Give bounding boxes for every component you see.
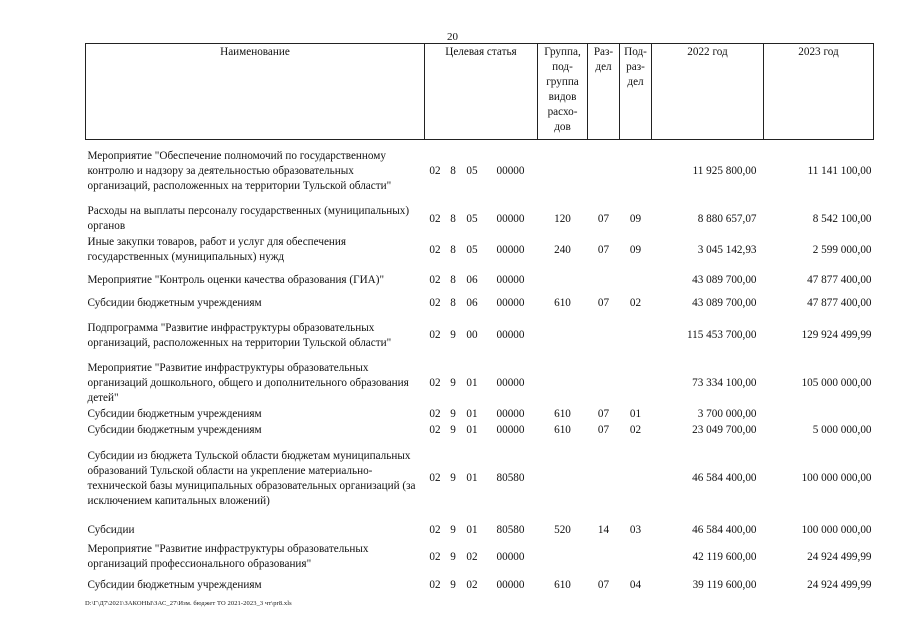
code-program: 02 (429, 296, 441, 309)
amount-2023: 105 000 000,00 (801, 376, 872, 389)
amount-2022: 46 584 400,00 (692, 523, 757, 536)
subsection-code: 04 (629, 579, 642, 591)
code-subprogram: 9 (450, 550, 456, 563)
code-subprogram: 8 (450, 296, 456, 309)
group-code (538, 266, 588, 295)
amount-2023: 100 000 000,00 (801, 523, 872, 536)
row-name: Субсидии бюджетным учреждениям (87, 424, 262, 436)
amount-2023: 47 877 400,00 (807, 296, 872, 309)
group-code: 610 (554, 579, 571, 591)
amount-2022: 46 584 400,00 (692, 472, 757, 484)
group-code: 610 (554, 408, 571, 420)
row-name: Мероприятие "Обеспечение полномочий по государственному контролю и надзору за деятельностью образовательных организаций, расположенных на территории Тульской области" (87, 150, 392, 193)
table-row (86, 140, 874, 204)
amount-2023: 100 000 000,00 (801, 472, 872, 484)
code-event: 02 (466, 579, 478, 591)
group-code: 610 (554, 296, 571, 309)
amount-2023: 8 542 100,00 (812, 212, 872, 225)
code-event: 06 (466, 273, 478, 286)
subsection-code (620, 360, 652, 407)
table-row (86, 423, 874, 439)
header-target: Целевая статья (425, 44, 538, 140)
row-name: Субсидии бюджетным учреждениям (87, 579, 262, 591)
code-subprogram: 9 (450, 329, 456, 341)
subsection-code (620, 140, 652, 204)
table-row (86, 266, 874, 295)
code-program: 02 (429, 212, 441, 225)
group-code: 120 (554, 212, 571, 225)
row-name: Расходы на выплаты персоналу государственных (муниципальных) органов (87, 205, 410, 232)
header-group: Группа, под- группа видов расхо- дов (538, 44, 588, 140)
row-name: Субсидии бюджетным учреждениям (87, 408, 262, 420)
header-subsection: Под- раз- дел (620, 44, 652, 140)
code-direction: 80580 (496, 523, 525, 536)
amount-2022: 39 119 600,00 (692, 579, 757, 591)
header-2022: 2022 год (652, 44, 764, 140)
table-row (86, 312, 874, 360)
group-code (538, 312, 588, 360)
subsection-code: 02 (629, 296, 642, 309)
section-code (588, 360, 620, 407)
amount-2023: 24 924 499,99 (807, 550, 872, 563)
code-direction: 00000 (496, 329, 525, 341)
amount-2022: 43 089 700,00 (692, 273, 757, 286)
code-event: 05 (466, 243, 478, 256)
amount-2022: 3 700 000,00 (697, 408, 757, 420)
section-code: 07 (597, 243, 610, 256)
amount-2022: 23 049 700,00 (692, 424, 757, 436)
section-code (588, 140, 620, 204)
amount-2023: 11 141 100,00 (807, 165, 872, 178)
amount-2022: 3 045 142,93 (697, 243, 757, 256)
group-code: 520 (554, 523, 571, 536)
code-program: 02 (429, 550, 441, 563)
code-program: 02 (429, 273, 441, 286)
section-code (588, 312, 620, 360)
amount-2022: 42 119 600,00 (692, 550, 757, 563)
code-program: 02 (429, 376, 441, 389)
row-name: Субсидии из бюджета Тульской области бюджетам муниципальных образований Тульской области на укрепление материально-технической базы муниципальных образовательных организаций (за исключением капитальных вложений) (87, 449, 416, 507)
code-direction: 00000 (496, 165, 525, 178)
code-subprogram: 8 (450, 165, 456, 178)
section-code: 07 (597, 579, 610, 591)
code-event: 05 (466, 165, 478, 178)
code-direction: 00000 (496, 550, 525, 563)
section-code: 14 (597, 523, 610, 536)
code-direction: 00000 (496, 212, 525, 225)
code-direction: 80580 (496, 472, 525, 484)
budget-table (85, 43, 874, 599)
amount-2023 (764, 407, 874, 423)
header-section: Раз- дел (588, 44, 620, 140)
code-event: 01 (466, 523, 478, 536)
section-code: 07 (597, 212, 610, 225)
amount-2023: 47 877 400,00 (807, 273, 872, 286)
code-subprogram: 8 (450, 212, 456, 225)
code-program: 02 (429, 243, 441, 256)
code-subprogram: 9 (450, 408, 456, 420)
page-number: 20 (447, 31, 458, 43)
group-code (538, 360, 588, 407)
table-row (86, 542, 874, 573)
code-event: 01 (466, 408, 478, 420)
code-event: 05 (466, 212, 478, 225)
code-program: 02 (429, 329, 441, 341)
amount-2022: 11 925 800,00 (692, 165, 757, 178)
table-row (86, 204, 874, 235)
group-code (538, 542, 588, 573)
code-direction: 00000 (496, 243, 525, 256)
code-subprogram: 8 (450, 243, 456, 256)
code-direction: 00000 (496, 408, 525, 420)
amount-2022: 73 334 100,00 (692, 376, 757, 389)
table-row (86, 439, 874, 519)
code-subprogram: 9 (450, 424, 456, 436)
code-event: 01 (466, 376, 478, 389)
subsection-code: 02 (629, 424, 642, 436)
row-name: Подпрограмма "Развитие инфраструктуры образовательных организаций, расположенных на территории Тульской области" (87, 321, 392, 349)
code-program: 02 (429, 408, 441, 420)
code-direction: 00000 (496, 273, 525, 286)
section-code: 07 (597, 408, 610, 420)
header-name: Наименование (86, 44, 425, 140)
code-direction: 00000 (496, 579, 525, 591)
section-code (588, 439, 620, 519)
subsection-code (620, 312, 652, 360)
code-direction: 00000 (496, 296, 525, 309)
amount-2022: 43 089 700,00 (692, 296, 757, 309)
subsection-code (620, 542, 652, 573)
table-row (86, 573, 874, 599)
subsection-code: 03 (629, 523, 642, 536)
subsection-code: 09 (629, 212, 642, 225)
amount-2023: 24 924 499,99 (807, 579, 872, 591)
amount-2023: 5 000 000,00 (812, 424, 872, 436)
code-program: 02 (429, 424, 441, 436)
code-event: 00 (466, 329, 478, 341)
group-code: 240 (554, 243, 571, 256)
section-code: 07 (597, 424, 610, 436)
table-header-row (86, 44, 874, 140)
code-subprogram: 9 (450, 472, 456, 484)
code-event: 01 (466, 424, 478, 436)
table-row (86, 235, 874, 266)
subsection-code (620, 439, 652, 519)
section-code (588, 266, 620, 295)
table-row (86, 360, 874, 407)
header-2023: 2023 год (764, 44, 874, 140)
code-event: 01 (466, 472, 478, 484)
amount-2023: 129 924 499,99 (801, 329, 872, 341)
row-name: Субсидии (87, 523, 135, 536)
code-subprogram: 9 (450, 376, 456, 389)
subsection-code: 09 (629, 243, 642, 256)
code-subprogram: 9 (450, 579, 456, 591)
subsection-code (620, 266, 652, 295)
row-name: Мероприятие "Контроль оценки качества образования (ГИА)" (87, 273, 385, 286)
amount-2022: 8 880 657,07 (697, 212, 757, 225)
table-row (86, 519, 874, 542)
code-direction: 00000 (496, 424, 525, 436)
row-name: Субсидии бюджетным учреждениям (87, 296, 262, 309)
amount-2022: 115 453 700,00 (686, 329, 757, 341)
code-program: 02 (429, 523, 441, 536)
row-name: Мероприятие "Развитие инфраструктуры образовательных организаций дошкольного, общего и дополнительного образования детей" (87, 361, 409, 404)
group-code (538, 439, 588, 519)
row-name: Иные закупки товаров, работ и услуг для обеспечения государственных (муниципальных) нужд (87, 236, 347, 263)
section-code: 07 (597, 296, 610, 309)
file-path-footer: D:\Г\Д7\2021\ЗАКОНЫ\ЗАС_27\Изм. бюджет ТО 2021-2023_3 чт\pr8.xls (85, 600, 292, 607)
table-row (86, 295, 874, 312)
group-code (538, 140, 588, 204)
table-row (86, 407, 874, 423)
code-event: 06 (466, 296, 478, 309)
code-subprogram: 9 (450, 523, 456, 536)
code-program: 02 (429, 472, 441, 484)
code-subprogram: 8 (450, 273, 456, 286)
code-program: 02 (429, 579, 441, 591)
group-code: 610 (554, 424, 571, 436)
code-program: 02 (429, 165, 441, 178)
subsection-code: 01 (629, 408, 642, 420)
code-direction: 00000 (496, 376, 525, 389)
row-name: Мероприятие "Развитие инфраструктуры образовательных организаций профессионального образования" (87, 543, 369, 570)
code-event: 02 (466, 550, 478, 563)
section-code (588, 542, 620, 573)
amount-2023: 2 599 000,00 (812, 243, 872, 256)
